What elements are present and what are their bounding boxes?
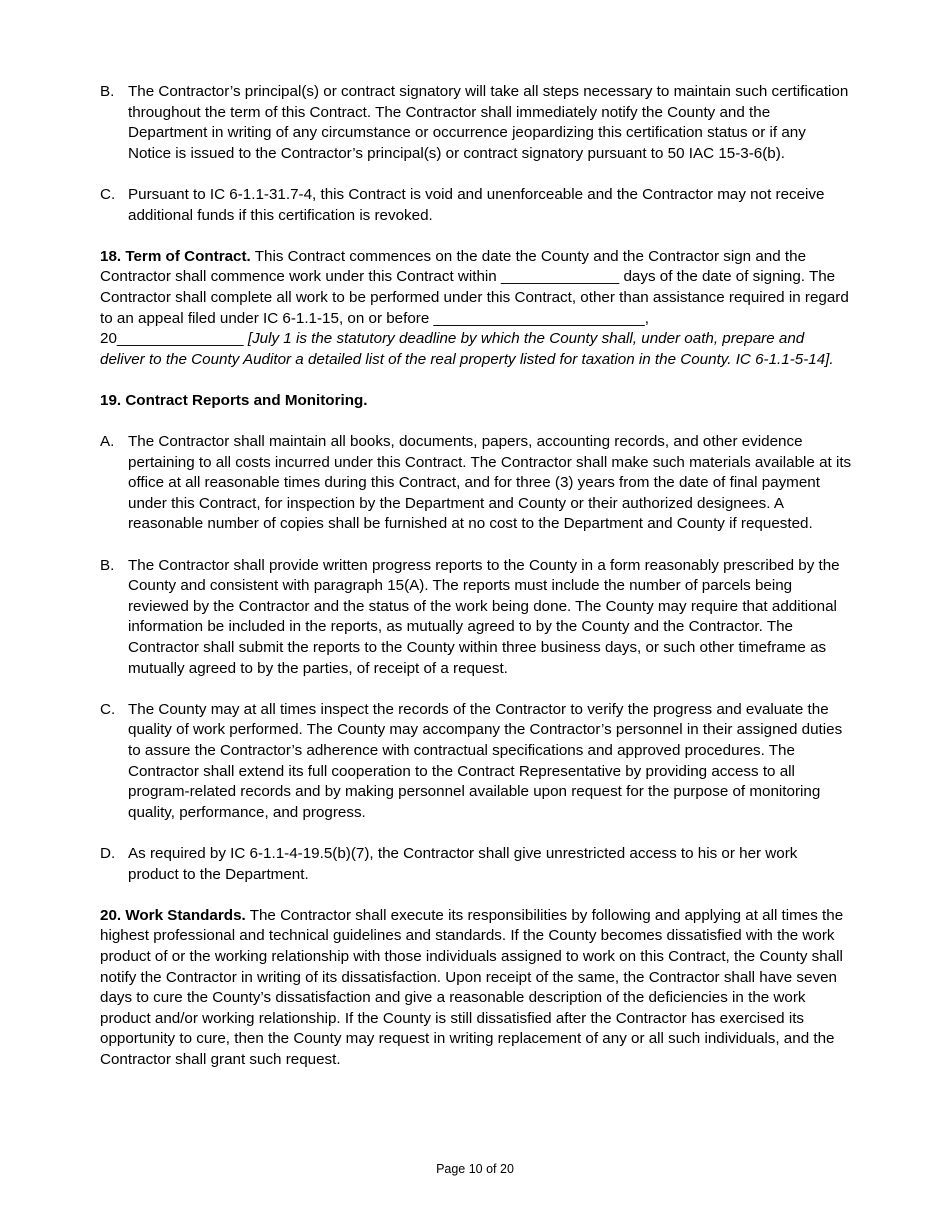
clause-text: The Contractor shall provide written progress reports to the County in a form reasonably prescribed by the County and consistent with paragraph 15(A). The reports must include the number of parcels being reviewed by the Contractor and the status of the work being done. The County may require that additional information be included in the reports, as mutually agreed to by the County and the Contractor. The Contractor shall submit the reports to the County within three business days, or such other timeframe as mutually agreed to by the parties, of receipt of a request.: [128, 556, 840, 677]
clause-letter: C.: [100, 185, 116, 203]
section-20-heading: 20. Work Standards.: [100, 906, 246, 924]
clause-item-b: [100, 82, 852, 164]
section-18-text-2: days of the date of signing. The Contractor shall complete all work to be performed under this Contract, other than assistance required in regard to an appeal filed under IC 6-1.1-15, on or before: [100, 268, 849, 327]
clause-item-a: [100, 432, 852, 535]
page-number-footer: Page 10 of 20: [436, 1162, 514, 1176]
clause-text: As required by IC 6-1.1-4-19.5(b)(7), the Contractor shall give unrestricted access to his or her work product to the Department.: [128, 844, 798, 883]
clause-text: Pursuant to IC 6-1.1-31.7-4, this Contract is void and unenforceable and the Contractor may not receive additional funds if this certification is revoked.: [128, 185, 825, 224]
clause-item-b: [100, 556, 852, 680]
section-20-work-standards: [100, 906, 852, 1071]
date-blank-field: _________________________,: [433, 309, 649, 327]
section-20-text: The Contractor shall execute its responsibilities by following and applying at all times the highest professional and technical guidelines and standards. If the County becomes dissatisfied with the work product of or the working relationship with those individuals assigned to work on this Contract, the County shall notify the Contractor in writing of its dissatisfaction. Upon receipt of the same, the Contractor shall have seven days to cure the County’s dissatisfaction and give a reasonable description of the deficiencies in the work product and/or working relationship. If the County is still dissatisfied after the Contractor has exercised its opportunity to cure, then the County may request in writing replacement of any or all such individuals, and the Contractor shall grant such request.: [100, 906, 844, 1068]
clause-letter: B.: [100, 83, 115, 100]
clause-letter: D.: [100, 844, 116, 862]
clause-item-c: [100, 185, 852, 226]
clause-item-d: [100, 844, 852, 885]
document-body: [100, 82, 852, 1091]
section-19-heading: 19. Contract Reports and Monitoring.: [100, 391, 368, 409]
section-18-term-of-contract: [100, 247, 852, 371]
clause-letter: C.: [100, 700, 116, 718]
clause-text: The County may at all times inspect the records of the Contractor to verify the progress and evaluate the quality of work performed. The County may accompany the Contractor’s personnel in their assigned duties to assure the Contractor’s adherence with contractual specifications and approved procedures. The Contractor shall extend its full cooperation to the Contract Representative by providing access to all program-related records and by making personnel available upon request for the purpose of monitoring quality, performance, and progress.: [128, 700, 843, 821]
clause-item-c: [100, 700, 852, 824]
clause-text: The Contractor’s principal(s) or contract signatory will take all steps necessary to maintain such certification throughout the term of this Contract. The Contractor shall immediately notify the County and the Department in writing of any circumstance or occurrence jeopardizing this certification status or if any Notice is issued to the Contractor’s principal(s) or contract signatory pursuant to 50 IAC 15-3-6(b).: [128, 83, 849, 162]
clause-letter: B.: [100, 556, 115, 574]
year-blank-field: _______________: [116, 330, 244, 348]
section-18-heading: 18. Term of Contract.: [100, 247, 251, 265]
statutory-deadline-note: [July 1 is the statutory deadline by which the County shall, under oath, prepare and deliver to the County Auditor a detailed list of the real property listed for taxation in the County. IC 6-1.1-5-14].: [100, 330, 834, 368]
days-blank-field: ______________: [500, 268, 620, 286]
clause-text: The Contractor shall maintain all books, documents, papers, accounting records, and other evidence pertaining to all costs incurred under this Contract. The Contractor shall make such materials available at its office at all reasonable times during this Contract, and for three (3) years from the date of final payment under this Contract, for inspection by the Department and County or their authorized designees. A reasonable number of copies shall be furnished at no cost to the Department and County if requested.: [128, 433, 852, 533]
clause-letter: A.: [100, 433, 115, 451]
year-prefix: 20: [100, 330, 117, 348]
section-18-text-1: This Contract commences on the date the County and the Contractor sign and the Contractor shall commence work under this Contract within: [100, 247, 807, 286]
